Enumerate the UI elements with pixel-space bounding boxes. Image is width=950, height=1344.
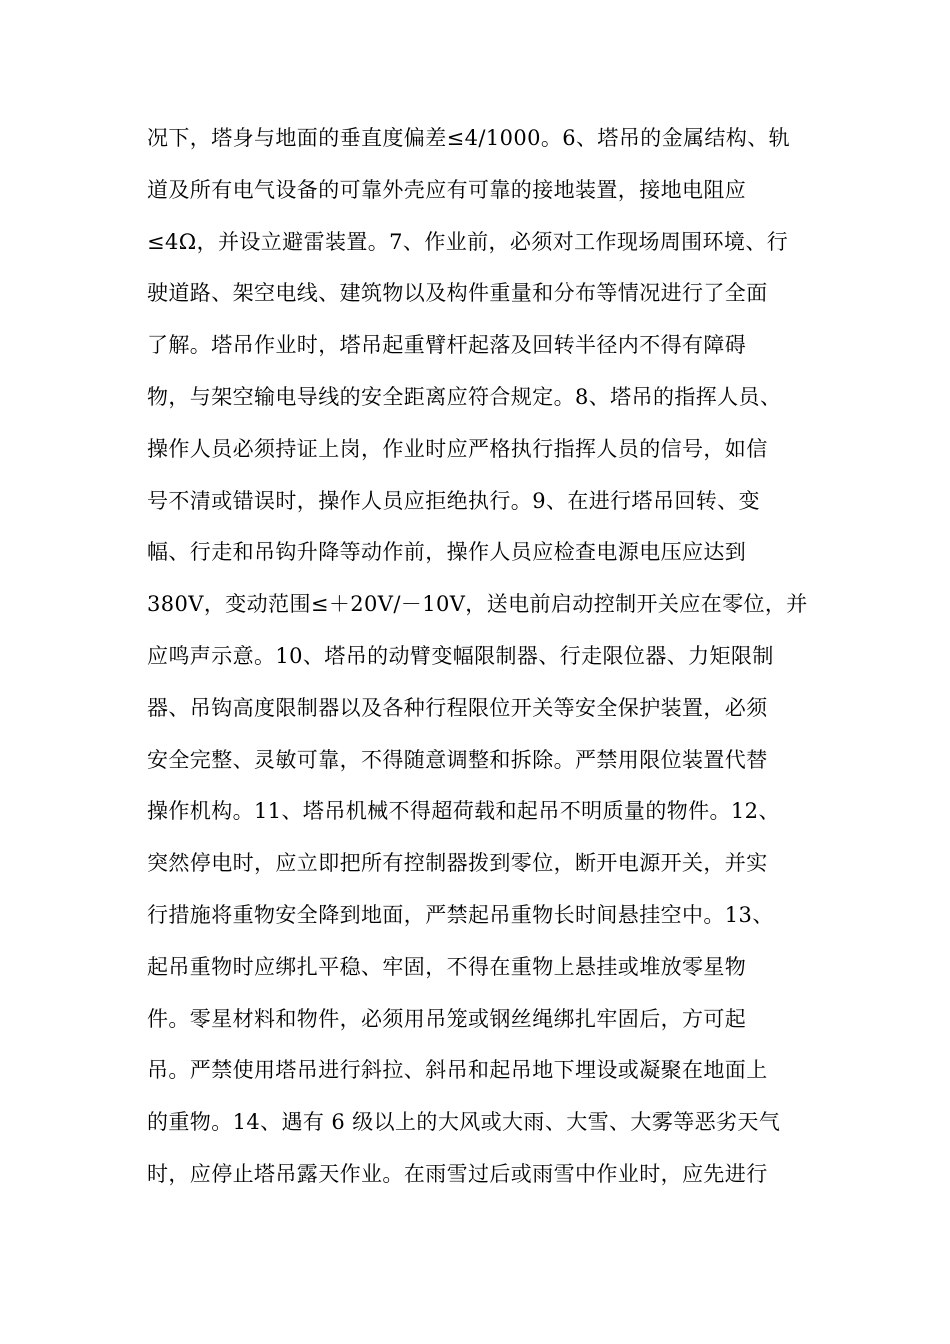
text-line-10: 380V，变动范围≤＋20V/－10V，送电前启动控制开关应在零位，并 xyxy=(147,592,808,617)
text-line-11: 应鸣声示意。10、塔吊的动臂变幅限制器、行走限位器、力矩限制 xyxy=(147,643,774,668)
text-line-8: 号不清或错误时，操作人员应拒绝执行。9、在进行塔吊回转、变 xyxy=(147,488,760,513)
text-line-5: 了解。塔吊作业时，塔吊起重臂杆起落及回转半径内不得有障碍 xyxy=(147,333,747,358)
text-line-17: 起吊重物时应绑扎平稳、牢固，不得在重物上悬挂或堆放零星物 xyxy=(147,954,747,979)
text-line-19: 吊。严禁使用塔吊进行斜拉、斜吊和起吊地下埋设或凝聚在地面上 xyxy=(147,1058,768,1083)
text-line-20: 的重物。14、遇有 6 级以上的大风或大雨、大雪、大雾等恶劣天气 xyxy=(147,1110,781,1135)
text-line-7: 操作人员必须持证上岗，作业时应严格执行指挥人员的信号，如信 xyxy=(147,436,768,461)
text-line-9: 幅、行走和吊钩升降等动作前，操作人员应检查电源电压应达到 xyxy=(147,540,747,565)
text-line-3: ≤4Ω，并设立避雷装置。7、作业前，必须对工作现场周围环境、行 xyxy=(147,229,789,254)
text-line-13: 安全完整、灵敏可靠，不得随意调整和拆除。严禁用限位装置代替 xyxy=(147,747,768,772)
text-line-15: 突然停电时，应立即把所有控制器拨到零位，断开电源开关，并实 xyxy=(147,851,768,876)
body-paragraph xyxy=(147,117,827,1205)
text-line-18: 件。零星材料和物件，必须用吊笼或钢丝绳绑扎牢固后，方可起 xyxy=(147,1006,747,1031)
text-line-14: 操作机构。11、塔吊机械不得超荷载和起吊不明质量的物件。12、 xyxy=(147,799,780,824)
text-line-16: 行措施将重物安全降到地面，严禁起吊重物长时间悬挂空中。13、 xyxy=(147,902,774,927)
text-line-6: 物，与架空输电导线的安全距离应符合规定。8、塔吊的指挥人员、 xyxy=(147,384,782,409)
text-line-2: 道及所有电气设备的可靠外壳应有可靠的接地装置，接地电阻应 xyxy=(147,177,747,202)
text-line-4: 驶道路、架空电线、建筑物以及构件重量和分布等情况进行了全面 xyxy=(147,281,768,306)
text-line-21: 时，应停止塔吊露天作业。在雨雪过后或雨雪中作业时，应先进行 xyxy=(147,1161,768,1186)
text-line-1: 况下，塔身与地面的垂直度偏差≤4/1000。6、塔吊的金属结构、轨 xyxy=(147,126,791,150)
text-line-12: 器、吊钩高度限制器以及各种行程限位开关等安全保护装置，必须 xyxy=(147,695,768,720)
